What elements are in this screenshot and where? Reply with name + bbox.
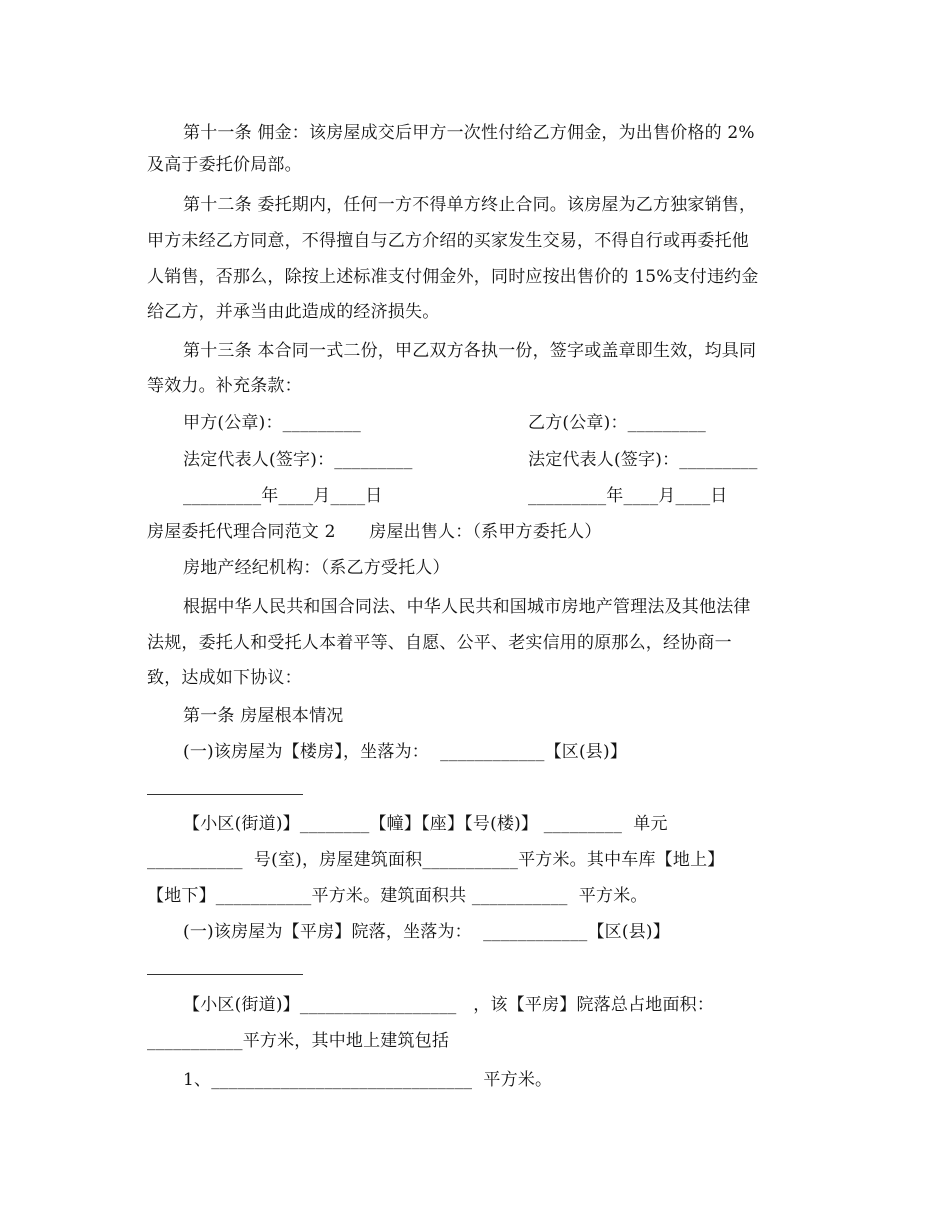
item-1-area-line: 1、______________________________ 平方米。 [183,1070,553,1090]
bungalow-location-line: (一)该房屋为【平房】院落，坐落为： ____________【区(县)】 [183,922,670,942]
courtyard-area-line: 【小区(街道)】__________________ ，该【平房】院落总占地面积： [183,995,715,1015]
preamble-line-3: 致，达成如下协议： [147,668,302,688]
party-b-seal: 乙方(公章)：_________ [528,413,706,433]
article-1-heading: 第一条 房屋根本情况 [183,706,344,726]
clause-12-line-4: 给乙方，并承当由此造成的经济损失。 [147,302,440,322]
party-b-date: _________年____月____日 [528,486,728,506]
party-a-date: _________年____月____日 [183,486,383,506]
clause-11-line-2: 及高于委托价局部。 [147,155,302,175]
party-b-representative: 法定代表人(签字)：_________ [528,450,758,470]
clause-11-line-1: 第十一条 佣金：该房屋成交后甲方一次性付给乙方佣金，为出售价格的 2% [183,123,755,143]
clause-12-line-3: 人销售，否那么，除按上述标准支付佣金外，同时应按出售价的 15%支付违约金 [147,267,759,287]
garage-area-line: 【地下】___________平方米。建筑面积共 ___________ 平方米。 [147,886,648,906]
contract-2-title: 房屋委托代理合同范文 2 房屋出售人：（系甲方委托人） [147,522,602,542]
party-a-seal: 甲方(公章)：_________ [183,413,361,433]
clause-13-line-1: 第十三条 本合同一式二份，甲乙双方各执一份，签字或盖章即生效，均具同 [183,341,757,361]
party-a-representative: 法定代表人(签字)：_________ [183,450,413,470]
blank-underline-1 [147,794,303,795]
building-area-line: ___________ 号(室)，房屋建筑面积___________平方米。其中车库【地上】 [147,850,725,870]
preamble-line-2: 法规，委托人和受托人本着平等、自愿、公平、老实信用的原那么，经协商一 [147,633,732,653]
building-unit-line: 【小区(街道)】________【幢】【座】【号(楼)】 _________ 单元 [183,814,668,834]
building-location-line: (一)该房屋为【楼房】，坐落为： ____________【区(县)】 [183,742,628,762]
preamble-line-1: 根据中华人民共和国合同法、中华人民共和国城市房地产管理法及其他法律 [183,597,751,617]
clause-12-line-2: 甲方未经乙方同意，不得擅自与乙方介绍的买家发生交易，不得自行或再委托他 [147,231,749,251]
agency-party: 房地产经纪机构：（系乙方受托人） [183,558,450,578]
blank-underline-2 [147,974,303,975]
ground-building-line: ___________平方米，其中地上建筑包括 [147,1031,450,1051]
clause-13-line-2: 等效力。补充条款： [147,376,302,396]
clause-12-line-1: 第十二条 委托期内，任何一方不得单方终止合同。该房屋为乙方独家销售， [183,195,757,215]
